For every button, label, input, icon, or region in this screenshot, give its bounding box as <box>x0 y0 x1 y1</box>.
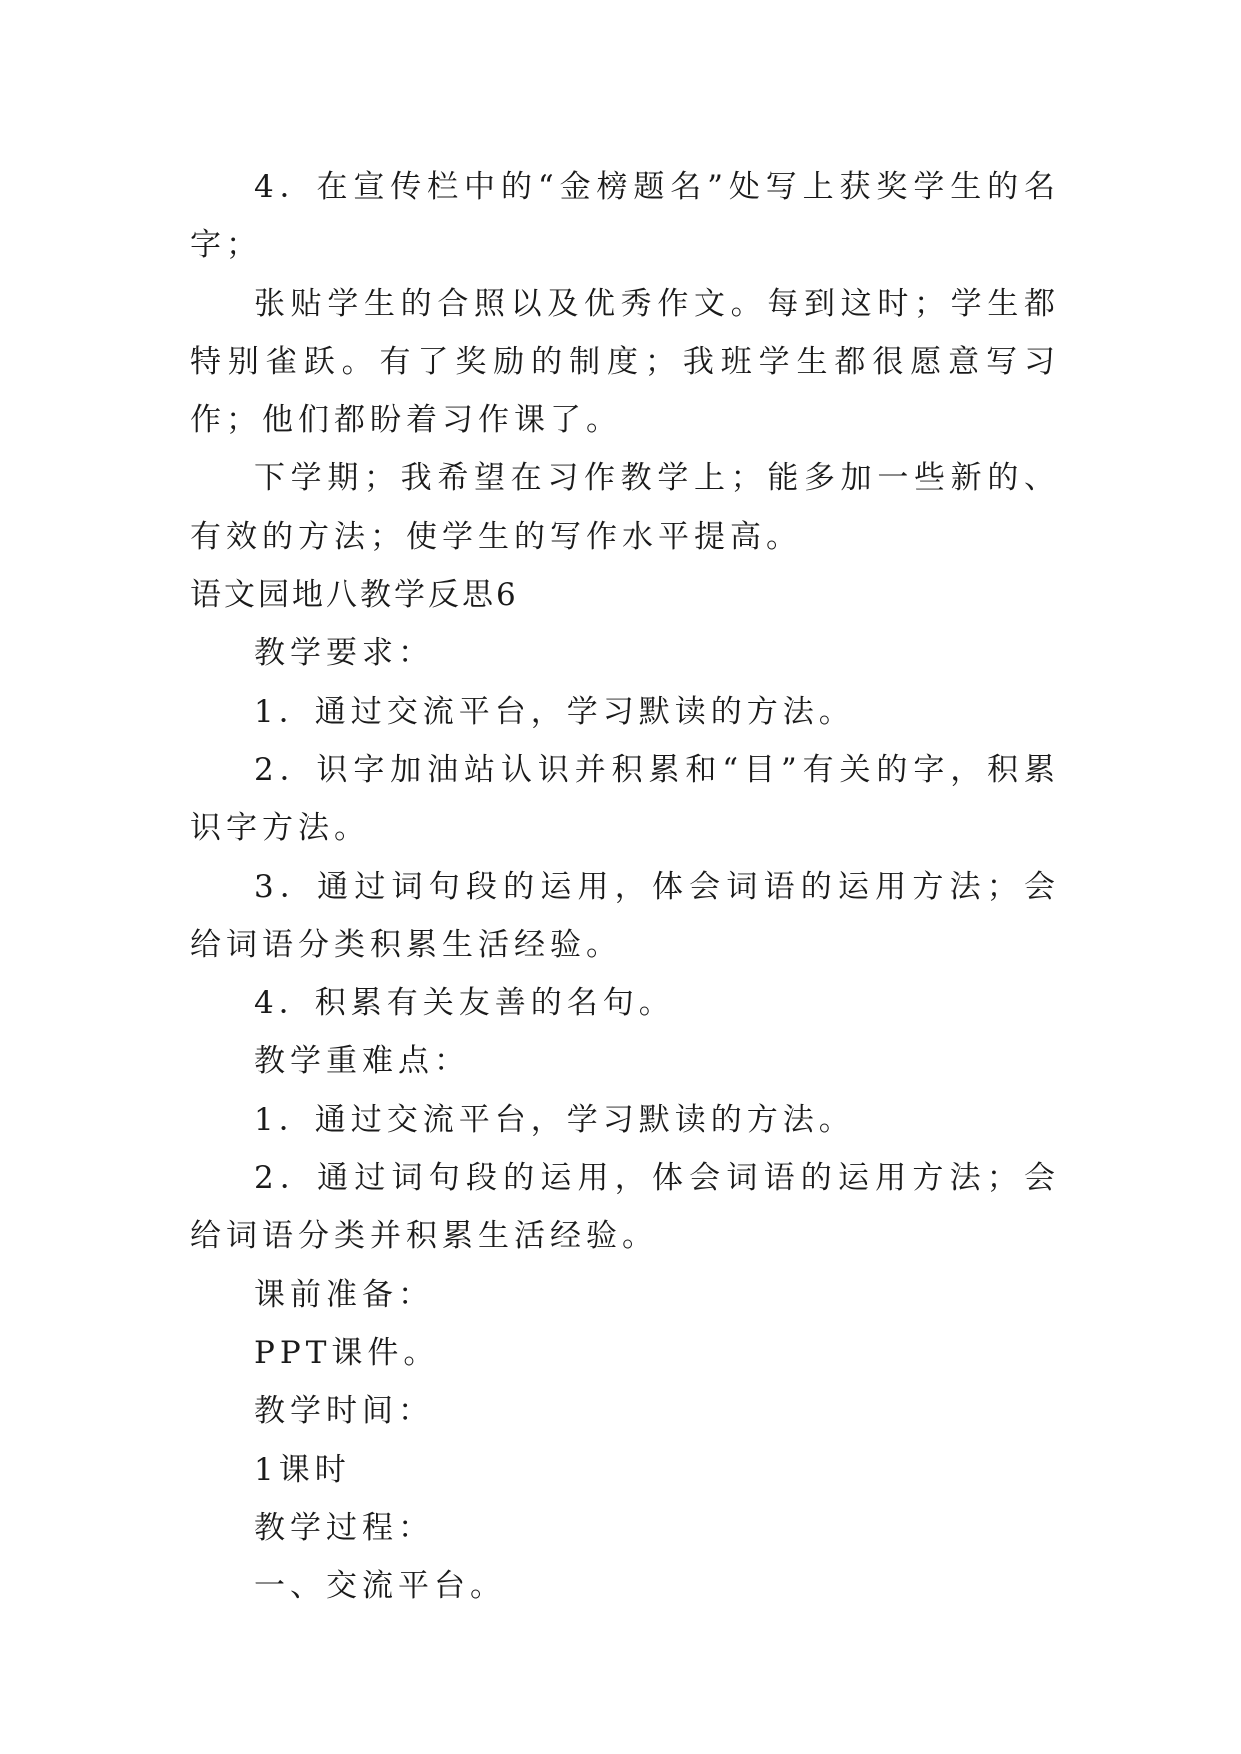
subheading-preparation: 课前准备： <box>254 1276 434 1313</box>
requirement-item-4: 4．积累有关友善的名句。 <box>254 985 675 1022</box>
paragraph-photos-essays: 张贴学生的合照以及优秀作文。每到这时；学生都特别雀跃。有了奖励的制度；我班学生都很愿意写习作；他们都盼着习作课了。 <box>190 285 1060 439</box>
preparation-item: PPT课件。 <box>254 1334 440 1371</box>
document-body <box>190 158 1060 1615</box>
paragraph-next-term: 下学期；我希望在习作教学上；能多加一些新的、有效的方法；使学生的写作水平提高。 <box>190 460 1060 555</box>
difficulty-item-2: 2．通过词句段的运用，体会词语的运用方法；会给词语分类并积累生活经验。 <box>190 1160 1060 1255</box>
subheading-teaching-requirements: 教学要求： <box>254 635 434 672</box>
requirement-item-1: 1．通过交流平台，学习默读的方法。 <box>254 693 855 730</box>
requirement-item-2: 2．识字加油站认识并积累和“目”有关的字，积累识字方法。 <box>190 751 1060 847</box>
subheading-key-difficulties: 教学重难点： <box>254 1043 470 1080</box>
subheading-teaching-process: 教学过程： <box>254 1509 434 1546</box>
difficulty-item-1: 1．通过交流平台，学习默读的方法。 <box>254 1101 855 1138</box>
process-step-1: 一、交流平台。 <box>254 1568 506 1605</box>
subheading-teaching-time: 教学时间： <box>254 1393 434 1430</box>
section-heading: 语文园地八教学反思6 <box>190 577 519 614</box>
paragraph-award-display: 4．在宣传栏中的“金榜题名”处写上获奖学生的名字； <box>190 169 1060 264</box>
teaching-time-value: 1课时 <box>254 1451 351 1488</box>
requirement-item-3: 3．通过词句段的运用，体会词语的运用方法；会给词语分类积累生活经验。 <box>190 868 1060 963</box>
